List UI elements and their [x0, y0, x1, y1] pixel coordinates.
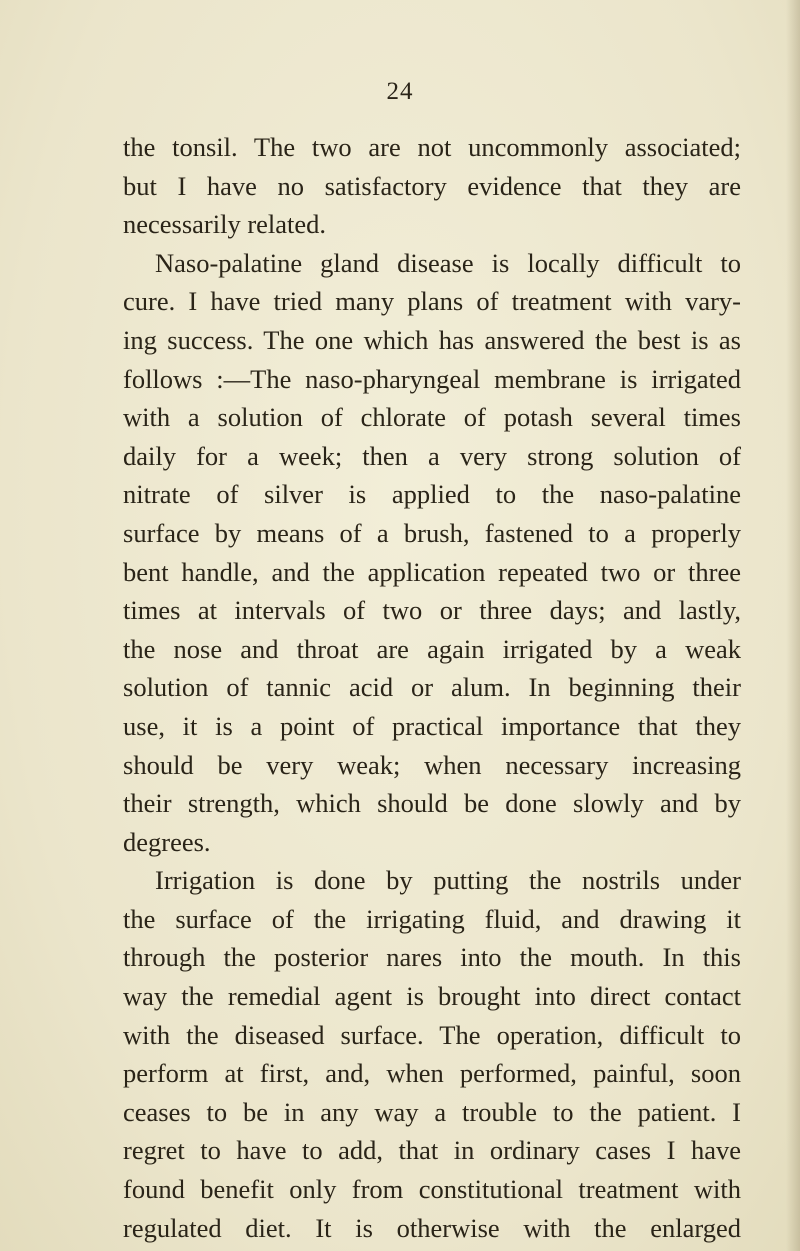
text-line: perform at first, and, when performed, painful, soon	[123, 1058, 741, 1089]
text-line: the surface of the irrigating fluid, and drawing it	[123, 903, 741, 934]
text-line: times at intervals of two or three days; and lastly,	[123, 595, 741, 626]
text-line: their strength, which should be done slowly and by	[123, 788, 741, 819]
text-line: degrees.	[123, 826, 211, 857]
text-line: way the remedial agent is brought into direct contact	[123, 981, 741, 1012]
text-line: should be very weak; when necessary increasing	[123, 749, 741, 780]
page-edge-shadow	[786, 0, 800, 1251]
paragraph-3	[123, 861, 741, 1247]
text-line: with the diseased surface. The operation, difficult to	[123, 1019, 741, 1050]
text-line: ing success. The one which has answered the best is as	[123, 324, 741, 355]
text-line: through the posterior nares into the mouth. In this	[123, 942, 741, 973]
text-line: ceases to be in any way a trouble to the patient. I	[123, 1096, 741, 1127]
text-line: daily for a week; then a very strong solution of	[123, 440, 741, 471]
page-number: 24	[386, 78, 414, 105]
paragraph-2	[123, 244, 741, 862]
text-line: solution of tannic acid or alum. In beginning their	[123, 672, 741, 703]
text-line: nitrate of silver is applied to the naso-palatine	[123, 479, 741, 510]
text-line: regret to have to add, that in ordinary cases I have	[123, 1135, 741, 1166]
text-line: necessarily related.	[123, 209, 327, 240]
text-line: Naso-palatine gland disease is locally difficult to	[155, 247, 741, 278]
text-line: surface by means of a brush, fastened to a properly	[123, 517, 741, 548]
text-line: the nose and throat are again irrigated by a weak	[123, 633, 741, 664]
text-line: Irrigation is done by putting the nostrils under	[155, 865, 741, 896]
text-line: found benefit only from constitutional treatment with	[123, 1174, 741, 1205]
text-line: cure. I have tried many plans of treatment with vary-	[123, 286, 741, 317]
text-line: follows :—The naso-pharyngeal membrane is irrigated	[123, 363, 741, 394]
text-line: the tonsil. The two are not uncommonly associated;	[123, 132, 741, 162]
text-line: use, it is a point of practical importance that they	[123, 710, 741, 741]
text-line: regulated diet. It is otherwise with the enlarged	[123, 1212, 741, 1243]
text-line: but I have no satisfactory evidence that they are	[123, 170, 741, 201]
body-text	[123, 128, 741, 1247]
text-line: bent handle, and the application repeated two or three	[123, 556, 741, 587]
text-line: with a solution of chlorate of potash several times	[123, 402, 741, 433]
paragraph-1	[123, 128, 741, 244]
